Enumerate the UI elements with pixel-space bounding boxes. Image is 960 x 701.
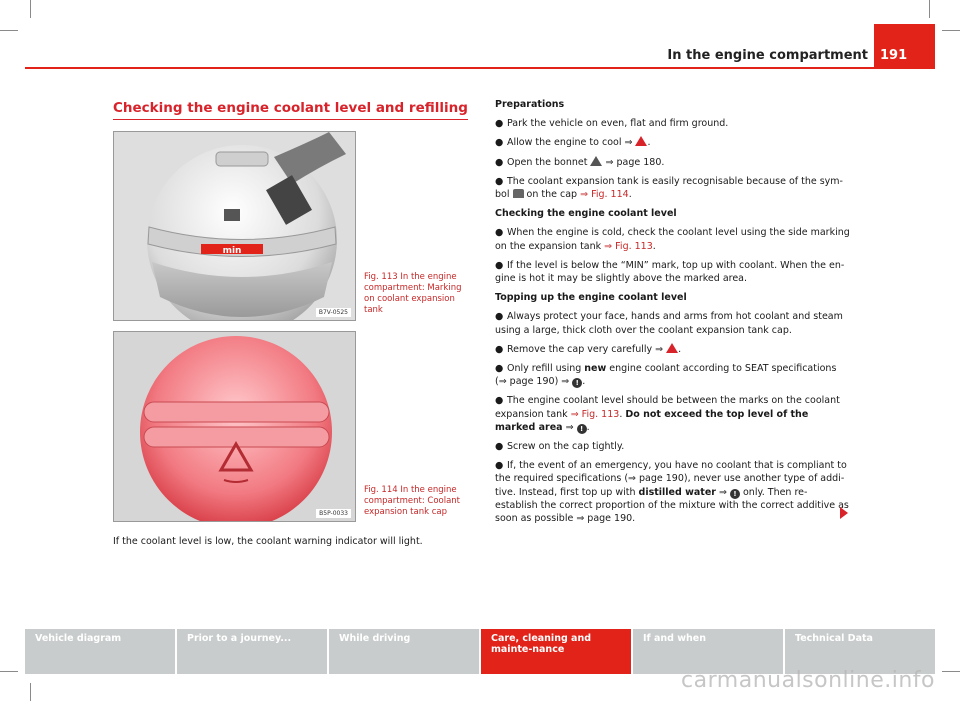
warning-icon bbox=[635, 136, 647, 146]
header-rule bbox=[25, 67, 935, 69]
crop-mark bbox=[0, 671, 18, 672]
list-item: ● Open the bonnet ⇒ page 180. bbox=[495, 156, 665, 168]
list-item: ● When the engine is cold, check the coolant level using the side marking on the expansion tank ⇒ Fig. 113. bbox=[495, 227, 850, 252]
list-item: ● Always protect your face, hands and arms from hot coolant and steam using a large, thick cloth over the coolant expansion tank cap. bbox=[495, 311, 843, 336]
list-item: ● The coolant expansion tank is easily recognisable because of the sym-bol on the cap ⇒ Fig. 114. bbox=[495, 175, 843, 201]
figure-caption: Fig. 114 In the engine compartment: Coolant expansion tank cap bbox=[364, 485, 461, 517]
watermark: carmanualsonline.info bbox=[681, 668, 935, 693]
chapter-tab[interactable]: If and when bbox=[633, 629, 783, 674]
chapter-tab[interactable]: While driving bbox=[329, 629, 479, 674]
list-item: ● Remove the cap very carefully ⇒ . bbox=[495, 343, 682, 355]
coolant-tank-illustration bbox=[114, 132, 355, 320]
title-rule bbox=[113, 119, 468, 120]
content-column bbox=[495, 98, 850, 531]
caution-icon: ! bbox=[577, 424, 587, 434]
list-item: ● Only refill using new engine coolant according to SEAT specifications (⇒ page 190) ⇒ ! . bbox=[495, 363, 837, 388]
chapter-tab-active[interactable]: Care, cleaning and mainte-nance bbox=[481, 629, 631, 674]
figure-caption: Fig. 113 In the engine compartment: Marking on coolant expansion tank bbox=[364, 272, 462, 315]
caution-icon: ! bbox=[730, 489, 740, 499]
figure-code: B5P-0033 bbox=[316, 509, 351, 518]
subheading: Preparations bbox=[495, 99, 565, 110]
page-number: 191 bbox=[874, 24, 935, 68]
chapter-tab[interactable]: Vehicle diagram bbox=[25, 629, 175, 674]
figure-link[interactable]: ⇒ Fig. 113 bbox=[570, 408, 620, 420]
figure-tank-cap bbox=[113, 331, 356, 522]
chapter-tab[interactable]: Prior to a journey... bbox=[177, 629, 327, 674]
list-item: ● Park the vehicle on even, flat and firm ground. bbox=[495, 118, 729, 130]
caution-icon: ! bbox=[572, 378, 582, 388]
list-item: ● If, the event of an emergency, you have no coolant that is compliant to the required specifications (⇒ page 190), never use another type of addi-tive. Instead, first top up with distilled water ⇒ ! only. Then re-establish the correct proportion of the mixture with the correct additive as soon as possible ⇒ page 190. bbox=[495, 460, 849, 525]
list-item: ● Allow the engine to cool ⇒ . bbox=[495, 137, 651, 149]
crop-mark bbox=[942, 671, 960, 672]
min-label: min bbox=[222, 246, 242, 256]
next-page-arrow-icon[interactable] bbox=[840, 507, 848, 519]
tank-cap-illustration bbox=[114, 332, 355, 521]
coolant-symbol-icon bbox=[513, 189, 524, 198]
crop-mark bbox=[0, 30, 18, 31]
chapter-tab[interactable]: Technical Data bbox=[785, 629, 935, 674]
figure-link[interactable]: ⇒ Fig. 114 bbox=[580, 189, 629, 201]
subheading: Checking the engine coolant level bbox=[495, 208, 677, 220]
crop-mark bbox=[929, 0, 930, 18]
figure-coolant-tank bbox=[113, 131, 356, 321]
body-text: If the coolant level is low, the coolant warning indicator will light. bbox=[113, 536, 423, 547]
warning-icon bbox=[666, 343, 678, 353]
subheading: Topping up the engine coolant level bbox=[495, 292, 687, 304]
warning-icon bbox=[590, 156, 602, 166]
section-title: Checking the engine coolant level and refilling bbox=[113, 100, 468, 116]
list-item: ● The engine coolant level should be between the marks on the coolant expansion tank ⇒ Fig. 113. Do not exceed the top level of the marked area ⇒ ! . bbox=[495, 395, 840, 433]
figure-link[interactable]: ⇒ Fig. 113 bbox=[604, 240, 653, 252]
crop-mark bbox=[30, 683, 31, 701]
list-item: ● Screw on the cap tightly. bbox=[495, 441, 625, 453]
figure-code: B7V-0525 bbox=[316, 308, 351, 317]
list-item: ● If the level is below the “MIN” mark, top up with coolant. When the en-gine is hot it may be slightly above the marked area. bbox=[495, 259, 845, 285]
crop-mark bbox=[942, 30, 960, 31]
crop-mark bbox=[30, 0, 31, 18]
running-head: In the engine compartment bbox=[667, 48, 868, 63]
